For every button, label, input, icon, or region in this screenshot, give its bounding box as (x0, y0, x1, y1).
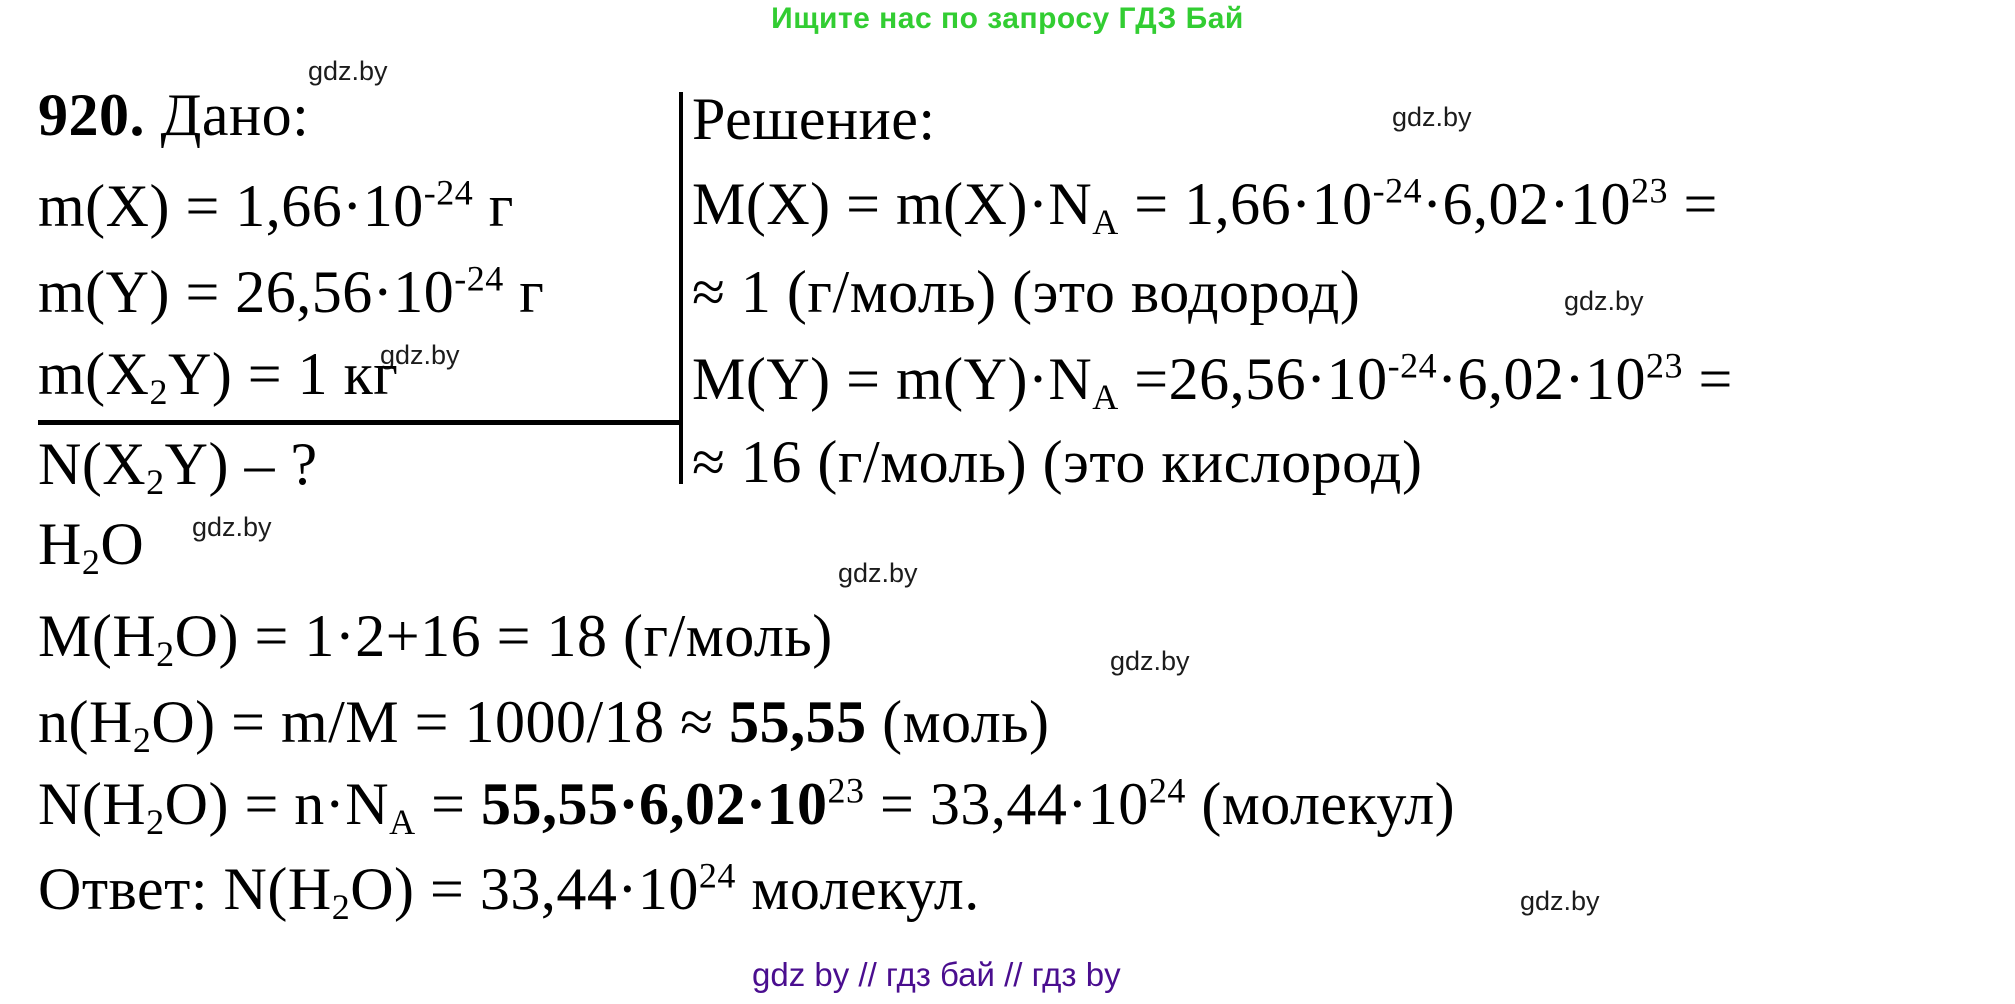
gdz-watermark: gdz.by (1520, 886, 1600, 916)
formula-segment: N(H (38, 771, 147, 837)
line-molar-y-result (692, 429, 1422, 495)
formula-segment: H (38, 511, 82, 577)
formula-segment: -24 (423, 172, 474, 213)
formula-segment: г (473, 173, 514, 239)
formula-segment: = 33,44·10 (864, 771, 1149, 837)
formula-segment: ≈ 16 (г/моль) (это кислород) (692, 429, 1423, 495)
line-formula-h2o (38, 511, 144, 583)
formula-segment: Дано: (160, 82, 310, 148)
formula-segment: m(X (38, 341, 150, 407)
formula-segment: (молекул) (1185, 771, 1456, 837)
formula-segment: A (389, 802, 416, 843)
formula-segment: m(X) = 1,66·10 (38, 173, 424, 239)
formula-segment: A (1092, 202, 1119, 243)
line-problem-number-given-label (38, 82, 309, 148)
formula-segment: M(X) = m(X)·N (692, 171, 1093, 237)
column-divider (679, 92, 683, 484)
formula-segment: 2 (146, 802, 165, 843)
formula-segment: 23 (1646, 345, 1684, 386)
formula-segment: г (503, 259, 545, 325)
line-mass-x (38, 173, 514, 239)
gdz-watermark: gdz.by (192, 512, 272, 542)
line-solution-label (692, 86, 936, 152)
line-molecules-h2o (38, 771, 1455, 843)
formula-segment: M(H (38, 603, 157, 669)
promo-header: Ищите нас по запросу ГДЗ Бай (771, 2, 1244, 35)
line-molar-mass-h2o (38, 603, 833, 675)
formula-segment: O) = 33,44·10 (350, 856, 699, 922)
formula-segment: A (1092, 377, 1119, 418)
formula-segment: = (1668, 171, 1718, 237)
gdz-watermark: gdz.by (1110, 646, 1190, 676)
line-find (38, 431, 318, 503)
formula-segment: -24 (1387, 345, 1438, 386)
formula-segment: Y) – ? (164, 431, 318, 497)
formula-segment: O) = m/M = 1000/18 ≈ (151, 689, 730, 755)
gdz-watermark: gdz.by (308, 56, 388, 86)
formula-segment: = 1,66·10 (1118, 171, 1373, 237)
formula-segment: 2 (81, 542, 101, 583)
formula-segment: 55,55 (729, 689, 867, 755)
formula-segment: Y) = 1 кг (167, 341, 399, 407)
gdz-watermark: gdz.by (380, 340, 460, 370)
formula-segment: Ответ: N(H (38, 856, 332, 922)
formula-segment: ·6,02·10 (1422, 171, 1632, 237)
formula-segment: 2 (156, 634, 175, 675)
line-answer (38, 856, 980, 928)
formula-segment: m(Y) = 26,56·10 (38, 259, 455, 325)
formula-segment: 23 (1631, 170, 1669, 211)
formula-segment: 2 (146, 462, 165, 503)
formula-segment: 24 (698, 855, 736, 896)
given-find-divider (38, 420, 683, 425)
formula-segment: 2 (132, 720, 152, 761)
formula-segment: -24 (1372, 170, 1423, 211)
formula-segment: ·6,02·10 (1437, 346, 1647, 412)
formula-segment: M(Y) = m(Y)·N (692, 346, 1093, 412)
gdz-watermark: gdz.by (838, 558, 918, 588)
footer-keywords: gdz by // гдз бай // гдз by (752, 956, 1121, 993)
gdz-watermark: gdz.by (1392, 102, 1472, 132)
formula-segment: молекул. (735, 856, 980, 922)
formula-segment: 24 (1148, 770, 1186, 811)
formula-segment: O) = n·N (164, 771, 390, 837)
formula-segment: 2 (149, 372, 168, 413)
line-mass-y (38, 259, 544, 325)
formula-segment: 2 (331, 887, 351, 928)
line-molar-x-result (692, 259, 1360, 325)
line-mass-x2y (38, 341, 398, 413)
formula-segment: (моль) (866, 689, 1050, 755)
line-moles-h2o (38, 689, 1050, 761)
formula-segment: =26,56·10 (1118, 346, 1388, 412)
formula-segment: n(H (38, 689, 133, 755)
formula-segment: O) = 1·2+16 = 18 (г/моль) (174, 603, 833, 669)
line-molar-x (692, 171, 1718, 243)
formula-segment: = (415, 771, 481, 837)
formula-segment: = (1683, 346, 1733, 412)
formula-segment: N(X (38, 431, 147, 497)
formula-segment: 23 (827, 770, 865, 811)
formula-segment: ≈ 1 (г/моль) (это водород) (692, 259, 1361, 325)
formula-segment: 55,55·6,02·10 (480, 771, 828, 837)
formula-segment: 920. (38, 82, 161, 148)
formula-segment: Решение: (692, 86, 936, 152)
gdz-watermark: gdz.by (1564, 286, 1644, 316)
formula-segment: O (100, 511, 145, 577)
line-molar-y (692, 346, 1733, 418)
formula-segment: -24 (454, 258, 504, 299)
